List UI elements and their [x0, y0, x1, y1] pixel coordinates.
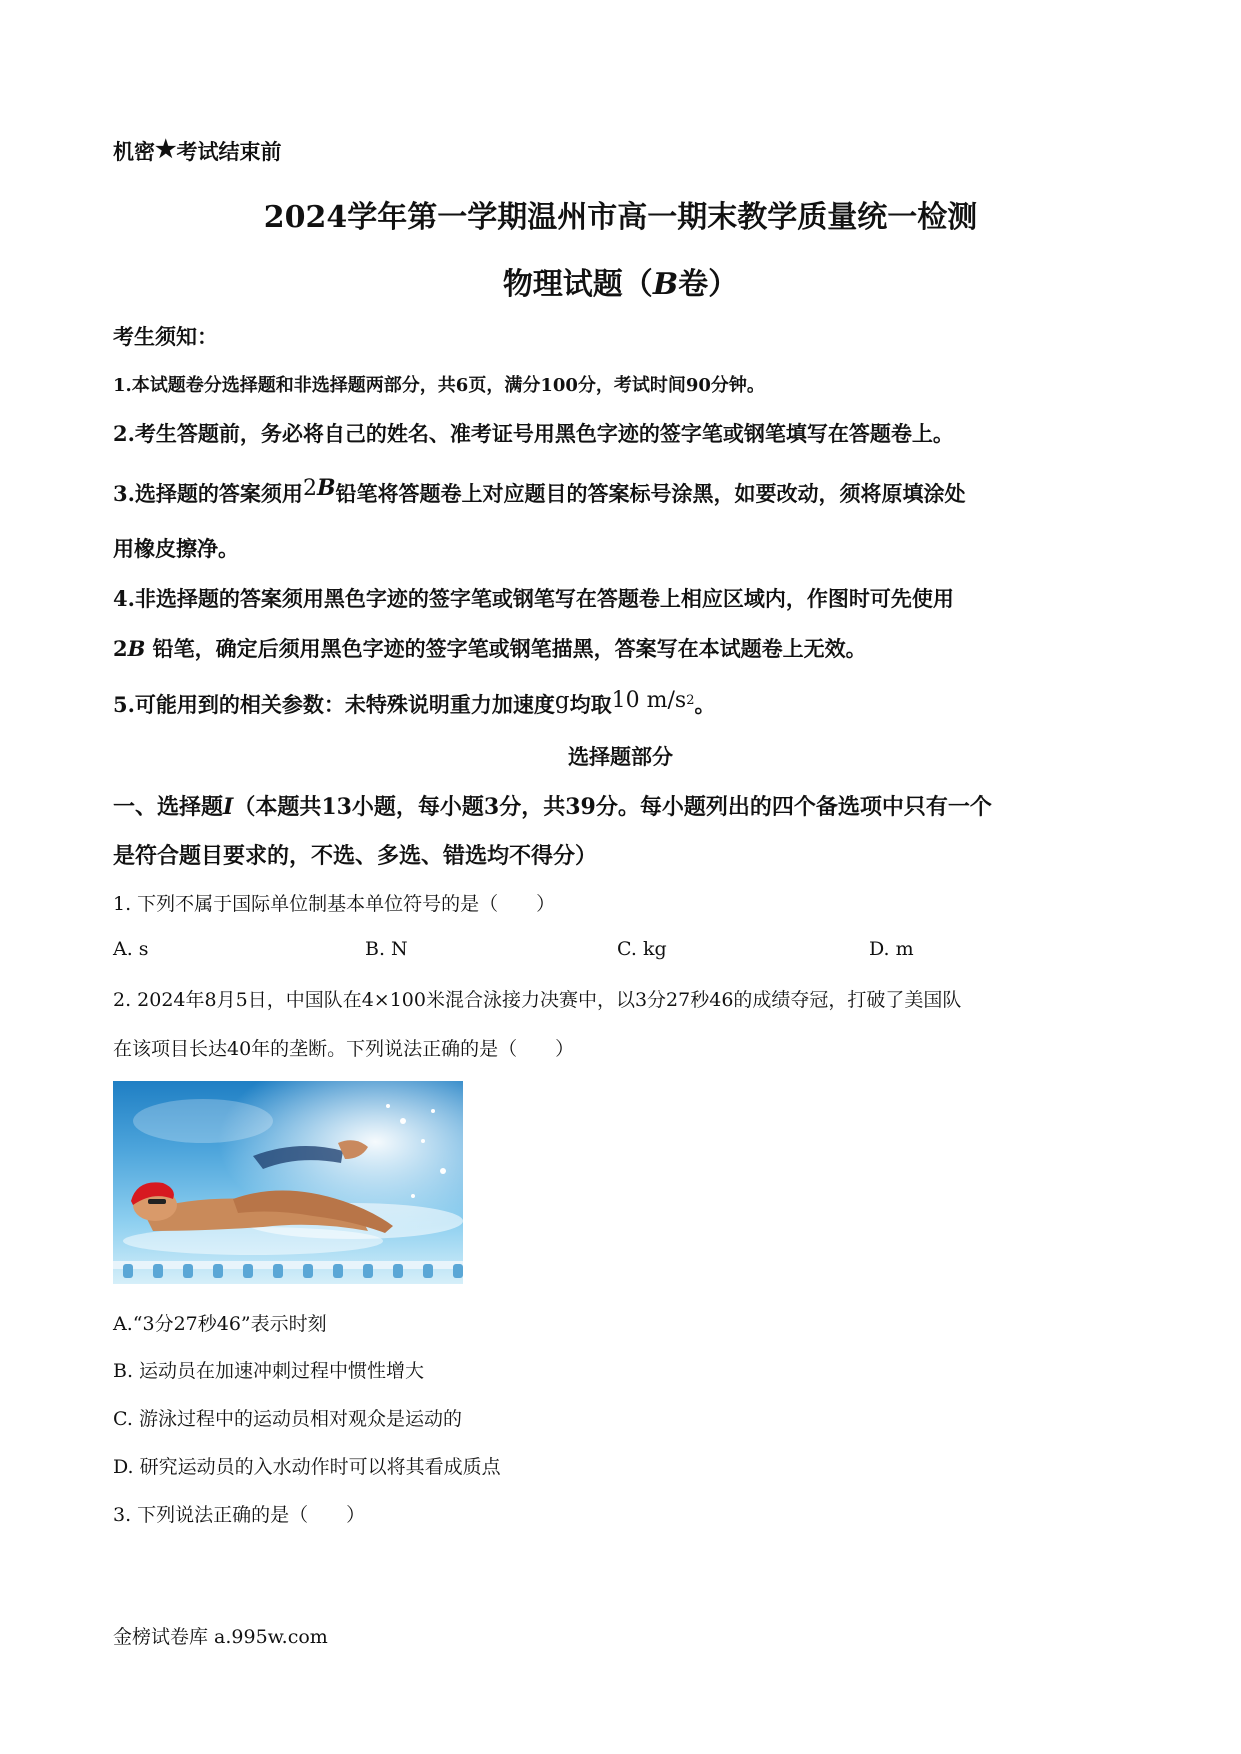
section-title: 选择题部分	[568, 744, 673, 769]
question-2-option-b: B. 运动员在加速冲刺过程中惯性增大	[113, 1360, 425, 1382]
question-2-option-d: D. 研究运动员的入水动作时可以将其看成质点	[113, 1456, 501, 1478]
notice-item-4: 4.非选择题的答案须用黑色字迹的签字笔或钢笔写在答题卷上相应区域内，作图时可先使用	[113, 586, 954, 611]
footer-source: 金榜试卷库 a.995w.com	[113, 1626, 328, 1648]
exam-subtitle: 物理试题（B卷）	[502, 267, 739, 302]
question-3-stem: 3. 下列说法正确的是（ ）	[113, 1504, 366, 1526]
question-2-stem: 2. 2024年8月5日，中国队在4×100米混合泳接力决赛中，以3分27秒46的成绩夺冠，打破了美国队	[113, 989, 962, 1011]
question-2-option-c: C. 游泳过程中的运动员相对观众是运动的	[113, 1408, 462, 1430]
question-1-option-d: D. m	[869, 938, 914, 960]
notice-heading: 考生须知：	[113, 324, 218, 349]
section-heading-continued: 是符合题目要求的，不选、多选、错选均不得分）	[113, 843, 598, 869]
confidential-label: 机密★考试结束前	[113, 134, 282, 164]
question-1-option-c: C. kg	[617, 938, 667, 960]
question-1-option-a: A. s	[113, 938, 149, 960]
star-icon: ★	[155, 134, 177, 163]
question-2-option-a: A.“3分27秒46”表示时刻	[113, 1313, 327, 1335]
notice-item-1: 1.本试题卷分选择题和非选择题两部分，共6页，满分100分，考试时间90分钟。	[113, 375, 765, 396]
notice-item-3: 3.选择题的答案须用2B铅笔将答题卷上对应题目的答案标号涂黑，如要改动，须将原填涂处	[113, 475, 966, 506]
question-1-stem: 1. 下列不属于国际单位制基本单位符号的是（ ）	[113, 893, 556, 915]
section-heading: 一、选择题I（本题共13小题，每小题3分，共39分。每小题列出的四个备选项中只有一个	[113, 794, 992, 820]
notice-item-3-continued: 用橡皮擦净。	[113, 536, 239, 561]
notice-item-4-continued: 2B 铅笔，确定后须用黑色字迹的签字笔或钢笔描黑，答案写在本试题卷上无效。	[113, 636, 867, 661]
question-2-stem-continued: 在该项目长达40年的垄断。下列说法正确的是（ ）	[113, 1038, 575, 1060]
notice-item-5: 5.可能用到的相关参数：未特殊说明重力加速度g均取10 $m/s^2$。	[113, 688, 716, 717]
swimmer-photo	[113, 1081, 463, 1284]
notice-item-2: 2.考生答题前，务必将自己的姓名、准考证号用黑色字迹的签字笔或钢笔填写在答题卷上。	[113, 421, 954, 446]
question-1-option-b: B. N	[365, 938, 408, 960]
exam-title: 2024学年第一学期温州市高一期末教学质量统一检测	[263, 200, 978, 235]
